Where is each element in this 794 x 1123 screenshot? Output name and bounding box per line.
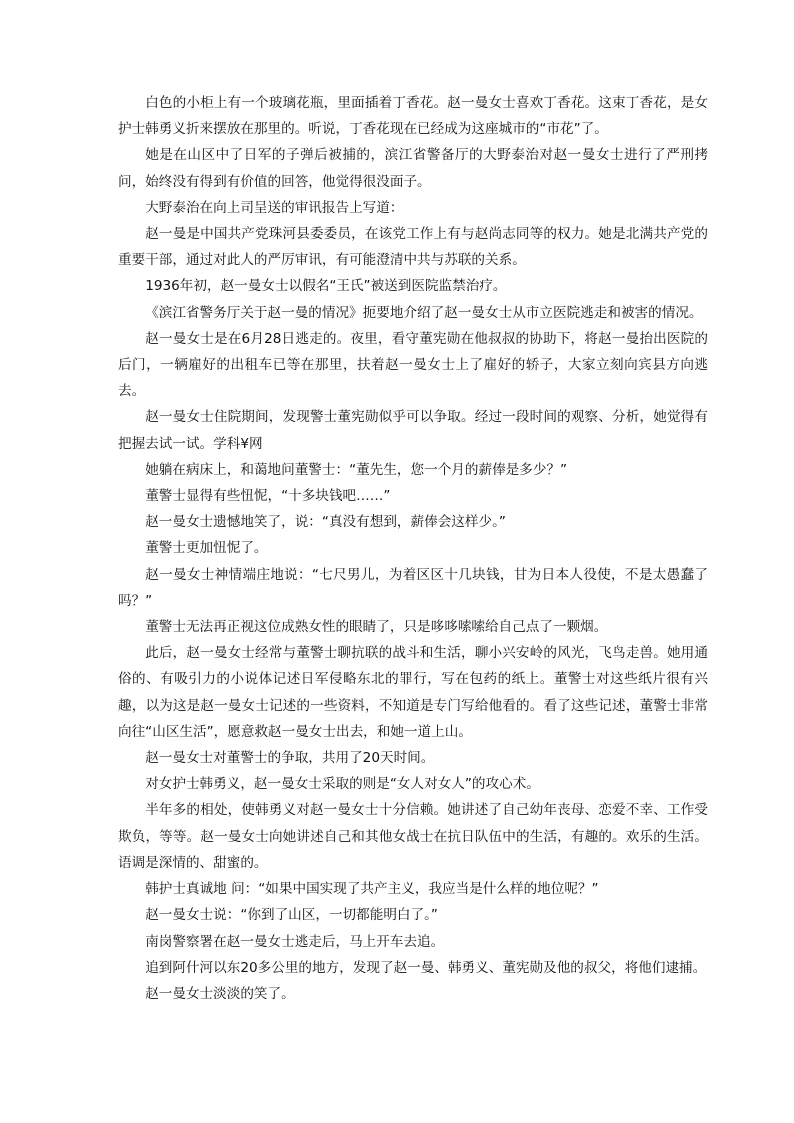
paragraph: 此后，赵一曼女士经常与董警士聊抗联的战斗和生活，聊小兴安岭的风光，飞鸟走兽。她用通俗的、有吸引力的小说体记述日军侵略东北的罪行，写在包药的纸上。董警士对这些纸片很有兴趣，以为这是赵一曼女士记述的一些资料，不知道是专门写给他看的。看了这些记述，董警士非常向往“山区生活”，愿意救赵一曼女士出去，和她一道上山。 (118, 645, 708, 740)
paragraph: 赵一曼女士遗憾地笑了，说：“真没有想到，薪俸会这样少。” (145, 514, 506, 531)
paragraph: 韩护士真诚地 问：“如果中国实现了共产主义，我应当是什么样的地位呢？” (145, 881, 599, 898)
paragraph: 南岗警察署在赵一曼女士逃走后，马上开车去追。 (145, 933, 445, 950)
paragraph: 董警士无法再正视这位成熟女性的眼睛了，只是哆哆嗦嗦给自己点了一颗烟。 (145, 619, 608, 636)
paragraph: 董警士显得有些忸怩，“十多块钱吧……” (145, 488, 391, 505)
paragraph: 赵一曼女士是在6月28日逃走的。夜里，看守董宪勋在他叔叔的协助下，将赵一曼抬出医院的后门，一辆雇好的出租车已等在那里，扶着赵一曼女士上了雇好的轿子，大家立刻向宾县方向逃去。 (118, 330, 708, 400)
paragraph: 赵一曼女士说：“你到了山区，一切都能明白了。” (145, 907, 438, 924)
paragraph: 赵一曼女士对董警士的争取，共用了20天时间。 (145, 750, 435, 767)
paragraph: 《滨江省警务厅关于赵一曼的情况》扼要地介绍了赵一曼女士从市立医院逃走和被害的情况。 (145, 304, 703, 321)
paragraph: 对女护士韩勇义，赵一曼女士采取的则是“女人对女人”的攻心术。 (145, 776, 540, 793)
paragraph: 赵一曼是中国共产党珠河县委委员，在该党工作上有与赵尚志同等的权力。她是北满共产党的重要干部，通过对此人的严厉审讯，有可能澄清中共与苏联的关系。 (118, 226, 708, 269)
paragraph: 白色的小柜上有一个玻璃花瓶，里面插着丁香花。赵一曼女士喜欢丁香花。这束丁香花，是女护士韩勇义折来摆放在那里的。听说，丁香花现在已经成为这座城市的“市花”了。 (118, 95, 708, 138)
paragraph: 追到阿什河以东20多公里的地方，发现了赵一曼、韩勇义、董宪勋及他的叔父，将他们逮捕。 (145, 959, 707, 976)
paragraph: 赵一曼女士淡淡的笑了。 (145, 985, 295, 1002)
paragraph: 1936年初，赵一曼女士以假名“王氏”被送到医院监禁治疗。 (145, 278, 507, 295)
paragraph: 她是在山区中了日军的子弹后被捕的，滨江省警备厅的大野泰治对赵一曼女士进行了严刑拷问，始终没有得到有价值的回答，他觉得很没面子。 (118, 147, 708, 190)
document-body (118, 90, 708, 1007)
paragraph: 赵一曼女士神情端庄地说：“七尺男儿，为着区区十几块钱，甘为日本人役使，不是太愚蠢了吗？” (118, 566, 708, 609)
paragraph: 半年多的相处，使韩勇义对赵一曼女士十分信赖。她讲述了自己幼年丧母、恋爱不幸、工作受欺负，等等。赵一曼女士向她讲述自己和其他女战士在抗日队伍中的生活，有趣的。欢乐的生活。语调是深情的、甜蜜的。 (118, 802, 708, 871)
paragraph: 大野泰治在向上司呈送的审讯报告上写道： (145, 199, 404, 216)
paragraph: 董警士更加忸怩了。 (145, 540, 268, 557)
paragraph: 赵一曼女士住院期间，发现警士董宪勋似乎可以争取。经过一段时间的观察、分析，她觉得有把握去试一试。学科¥网 (118, 409, 708, 452)
paragraph: 她躺在病床上，和蔼地问董警士：“董先生，您一个月的薪俸是多少？” (145, 461, 568, 478)
